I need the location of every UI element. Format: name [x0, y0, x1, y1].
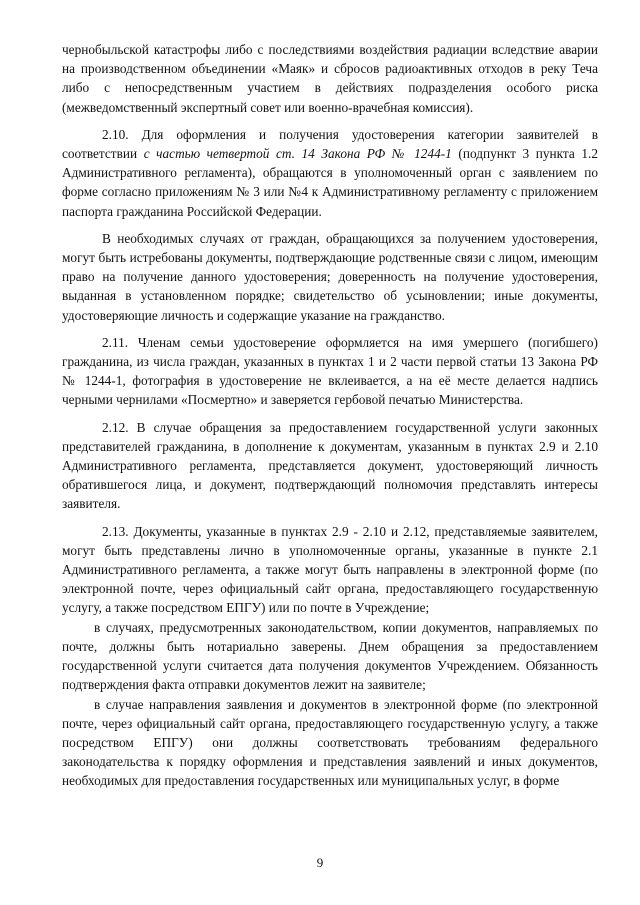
law-reference: с частью четвертой ст. 14 Закона РФ № 1244-1 [143, 146, 452, 162]
paragraph-necessary-cases: В необходимых случаях от граждан, обращающихся за получением удостоверения, могут быть истребованы документы, подтверждающие родственные связи с лицом, имеющим право на получение данного удостоверения; доверенность на получение удостоверения, выданная в установленном порядке; свидетельство об усыновлении; иные документы, удостоверяющие личность и содержащие указание на гражданство. [62, 230, 598, 323]
paragraph-2-10-start: 2.10. Для оформления и получения удостоверения категории заявителей в соответствии [62, 126, 598, 162]
paragraph-continuation: чернобыльской катастрофы либо с последствиями воздействия радиации вследствие аварии на производственном объединении «Маяк» и сбросов радиоактивных отходов в реку Теча либо с непосредственным участием в действиях подразделения особого риска (межведомственный экспертный совет или военно-врачебная комиссия). [62, 42, 598, 115]
paragraph-postal-copies: в случаях, предусмотренных законодательством, копии документов, направляемых по почте, должны быть нотариально заверены. Днем обращения за предоставлением государственной услуги считается дата получения документов Учреждением. Обязанность подтверждения факта отправки документов лежит на заявителе; [62, 619, 598, 693]
paragraph-2-11: 2.11. Членам семьи удостоверение оформляется на имя умершего (погибшего) гражданина, из числа граждан, указанных в пунктах 1 и 2 части первой статьи 13 Закона РФ № 1244-1, фотография в удостоверение не вклеивается, а на её месте делается надпись черными чернилами «Посмертно» и заверяется гербовой печатью Министерства. [62, 334, 598, 408]
paragraph-2-10-end: (подпункт 3 пункта 1.2 Административного регламента), обращаются в уполномоченный орган с заявлением по форме согласно приложениям № 3 или №4 к Административному регламенту с приложением паспорта гражданина Российской Федерации. [62, 146, 598, 219]
paragraph-2-13: 2.13. Документы, указанные в пунктах 2.9 - 2.10 и 2.12, представляемые заявителем, могут быть представлены лично в уполномоченные органы, указанные в пункте 2.1 Административного регламента, а также могут быть направлены в электронной форме (по электронной почте, через официальный сайт органа, предоставляющего государственную услугу, а также посредством ЕПГУ) или по почте в Учреждение; [62, 523, 598, 616]
paragraph-electronic-form: в случае направления заявления и документов в электронной форме (по электронной почте, через официальный сайт органа, предоставляющего государственную услугу, а также посредством ЕПГУ) они должны соответствовать требованиям федерального законодательства к порядку оформления и представления заявлений и иных документов, необходимых для предоставления государственных или муниципальных услуг, в форме [62, 696, 598, 789]
document-body [62, 40, 598, 791]
paragraph-2-12: 2.12. В случае обращения за предоставлением государственной услуги законных представителей гражданина, в дополнение к документам, указанным в пунктах 2.9 и 2.10 Административного регламента, представляется документ, удостоверяющий личность обратившегося лица, и документ, подтверждающий полномочия представлять интересы заявителя. [62, 419, 598, 512]
paragraph-2-10 [62, 125, 598, 221]
page-number: 9 [316, 855, 324, 870]
